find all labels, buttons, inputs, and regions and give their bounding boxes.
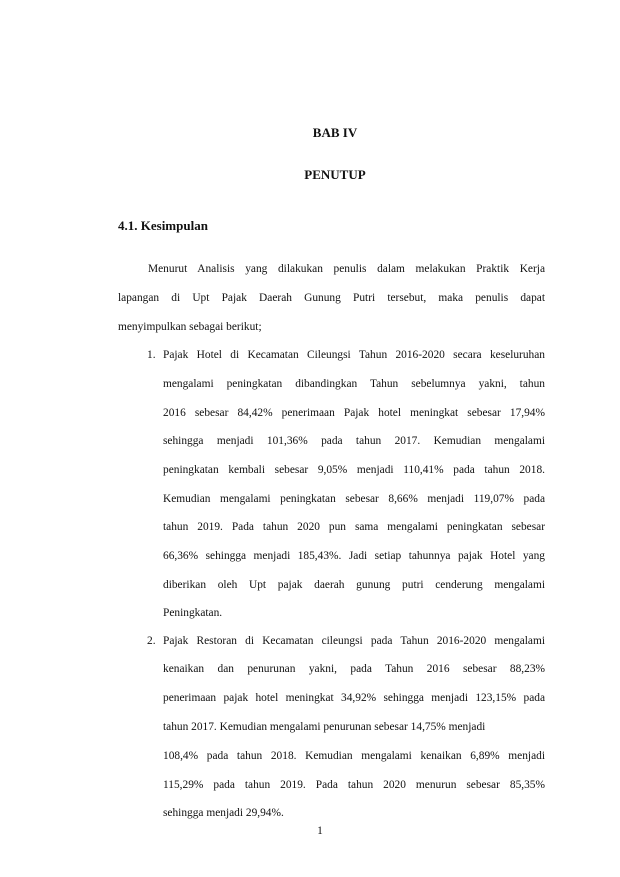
list-item-line: penerimaan pajak hotel meningkat 34,92% sehingga menjadi 123,15% pada — [163, 692, 545, 704]
list-item-line: tahun 2019. Pada tahun 2020 pun sama mengalami peningkatan sebesar — [163, 521, 545, 533]
list-item-number: 1. — [147, 349, 156, 361]
intro-line: Menurut Analisis yang dilakukan penulis dalam melakukan Praktik Kerja — [148, 263, 545, 275]
page-number: 1 — [317, 825, 323, 837]
list-item-line: sehingga menjadi 101,36% pada tahun 2017. Kemudian mengalami — [163, 435, 545, 447]
section-heading: 4.1. Kesimpulan — [118, 218, 208, 233]
list-item-line: 108,4% pada tahun 2018. Kemudian mengalami kenaikan 6,89% menjadi — [163, 750, 545, 762]
list-item-line: peningkatan kembali sebesar 9,05% menjadi 110,41% pada tahun 2018. — [163, 464, 545, 476]
list-item-line: Peningkatan. — [163, 607, 223, 619]
list-item-line: Pajak Hotel di Kecamatan Cileungsi Tahun 2016-2020 secara keseluruhan — [163, 349, 545, 361]
chapter-title: PENUTUP — [304, 167, 366, 182]
list-item-number: 2. — [147, 635, 156, 647]
list-item-line: sehingga menjadi 29,94%. — [163, 807, 284, 819]
list-item-line: mengalami peningkatan dibandingkan Tahun sebelumnya yakni, tahun — [163, 378, 545, 390]
list-item-line: 2016 sebesar 84,42% penerimaan Pajak hotel meningkat sebesar 17,94% — [163, 407, 545, 419]
list-item-line: 115,29% pada tahun 2019. Pada tahun 2020 menurun sebesar 85,35% — [163, 779, 545, 791]
list-item-line: Kemudian mengalami peningkatan sebesar 8,66% menjadi 119,07% pada — [163, 493, 545, 505]
list-item-line: diberikan oleh Upt pajak daerah gunung putri cenderung mengalami — [163, 579, 545, 591]
list-item-line: tahun 2017. Kemudian mengalami penurunan sebesar 14,75% menjadi — [163, 721, 486, 733]
intro-line: lapangan di Upt Pajak Daerah Gunung Putri tersebut, maka penulis dapat — [118, 292, 545, 304]
list-item-line: Pajak Restoran di Kecamatan cileungsi pada Tahun 2016-2020 mengalami — [163, 635, 545, 647]
list-item-line: kenaikan dan penurunan yakni, pada Tahun 2016 sebesar 88,23% — [163, 663, 545, 675]
chapter-label: BAB IV — [312, 125, 358, 140]
list-item-line: 66,36% sehingga menjadi 185,43%. Jadi setiap tahunnya pajak Hotel yang — [163, 550, 545, 562]
intro-line: menyimpulkan sebagai berikut; — [118, 321, 262, 333]
